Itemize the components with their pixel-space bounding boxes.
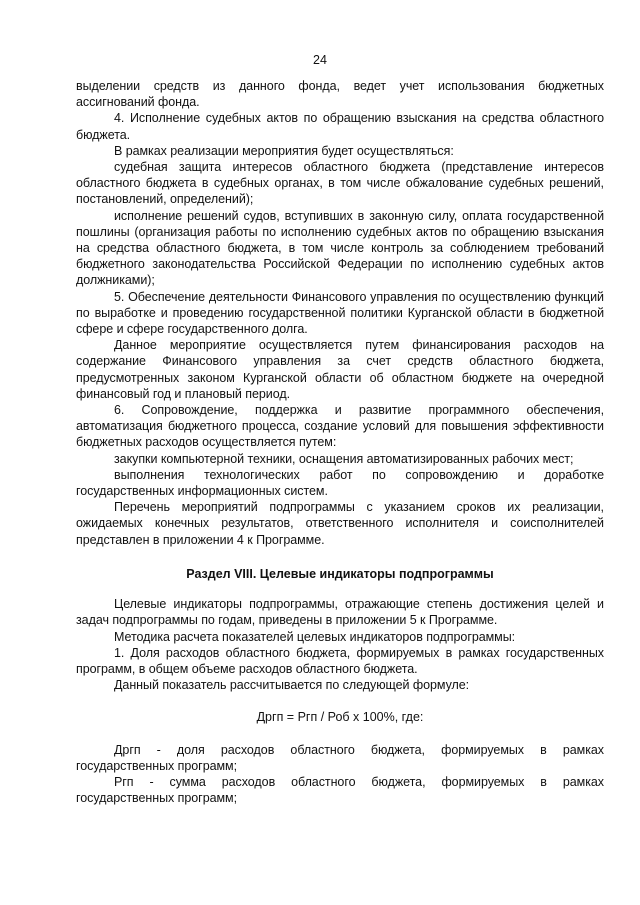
paragraph: 6. Сопровождение, поддержка и развитие программного обеспечения, автоматизация бюджетного процесса, создание условий для повышения эффективности бюджетных расходов осуществляется путем: bbox=[76, 403, 604, 450]
paragraph: Перечень мероприятий подпрограммы с указанием сроков их реализации, ожидаемых конечных результатов, ответственного исполнителя и соисполнителей представлен в приложении 4 к Программе. bbox=[76, 500, 604, 547]
paragraph: Ргп - сумма расходов областного бюджета, формируемых в рамках государственных программ; bbox=[76, 774, 604, 806]
paragraph: исполнение решений судов, вступивших в законную силу, оплата государственной пошлины (организация работы по исполнению судебных актов по обращению взыскания на средства областного бюджета, в том числе контроль за соблюдением требований бюджетного законодательства Российской Федерации по исполнению судебных актов должниками); bbox=[76, 208, 604, 288]
page-number: 24 bbox=[313, 53, 327, 67]
paragraph: 1. Доля расходов областного бюджета, формируемых в рамках государственных программ, в общем объеме расходов областного бюджета. bbox=[76, 645, 604, 676]
paragraph: Дргп - доля расходов областного бюджета, формируемых в рамках государственных программ; bbox=[76, 742, 604, 773]
paragraph: выполнения технологических работ по сопровождению и доработке государственных информационных систем. bbox=[76, 467, 604, 499]
section-heading: Раздел VIII. Целевые индикаторы подпрограммы bbox=[186, 566, 494, 581]
paragraph: В рамках реализации мероприятия будет осуществляться: bbox=[114, 143, 454, 158]
formula: Дргп = Ргп / Роб х 100%, где: bbox=[256, 710, 424, 725]
paragraph: закупки компьютерной техники, оснащения автоматизированных рабочих мест; bbox=[114, 451, 574, 466]
paragraph: судебная защита интересов областного бюджета (представление интересов областного бюджета в судебных органах, в том числе обжалование судебных решений, постановлений, определений); bbox=[76, 160, 604, 207]
paragraph: Данный показатель рассчитывается по следующей формуле: bbox=[114, 678, 470, 693]
paragraph: Целевые индикаторы подпрограммы, отражающие степень достижения целей и задач подпрограммы по годам, приведены в приложении 5 к Программе. bbox=[76, 597, 604, 628]
paragraph: Данное мероприятие осуществляется путем финансирования расходов на содержание Финансового управления за счет средств областного бюджета, предусмотренных законом Курганской области об областном бюджете на очередной финансовый год и плановый период. bbox=[76, 338, 604, 401]
paragraph: Методика расчета показателей целевых индикаторов подпрограммы: bbox=[114, 629, 516, 644]
document-body bbox=[76, 78, 604, 806]
paragraph: 5. Обеспечение деятельности Финансового управления по осуществлению функций по выработке и проведению государственной политики Курганской области в бюджетной сфере и сфере государственного долга. bbox=[76, 289, 604, 337]
paragraph: 4. Исполнение судебных актов по обращению взыскания на средства областного бюджета. bbox=[76, 111, 604, 142]
paragraph: выделении средств из данного фонда, ведет учет использования бюджетных ассигнований фонда. bbox=[76, 79, 604, 110]
